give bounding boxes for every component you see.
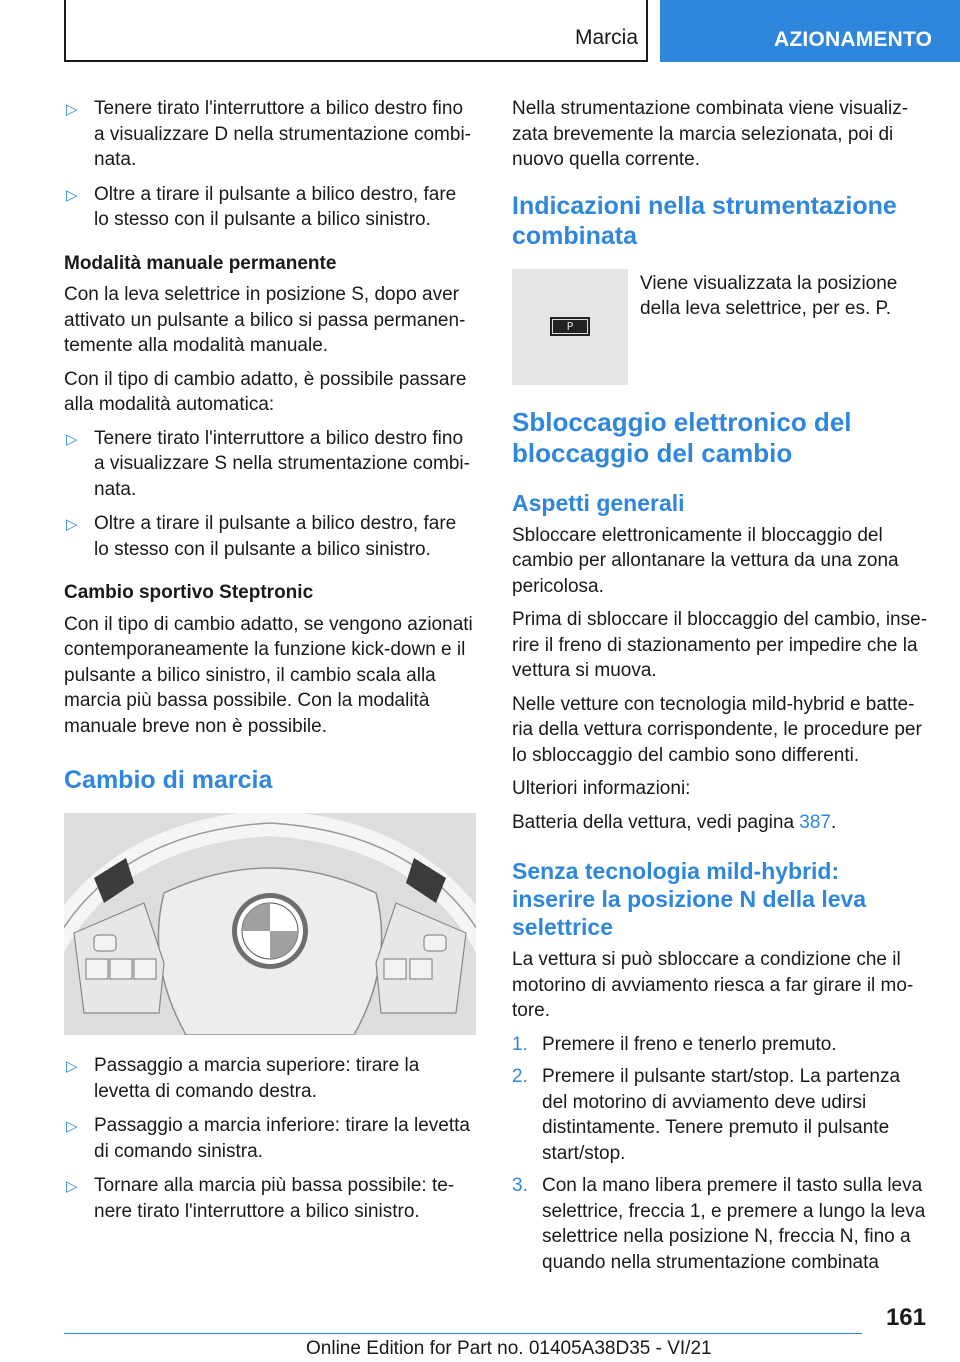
right-column (512, 96, 928, 1282)
triangle-bullet-icon: ▷ (66, 1057, 78, 1075)
paragraph: Nelle vetture con tecnologia mild-hybrid e batteria della vettura corrispondente, le procedure per lo sbloccaggio del cambio sono differenti. (512, 693, 922, 766)
general-aspects-heading: Aspetti generali (512, 489, 685, 516)
list-item: ▷ Passaggio a marcia superiore: tirare la levetta di comando destra. (66, 1055, 420, 1102)
step-number: 1. (512, 1033, 528, 1055)
list-item: ▷ Passaggio a marcia inferiore: tirare la levetta di comando sinistra. (66, 1115, 470, 1162)
sport-steptronic-heading: Cambio sportivo Steptronic (64, 582, 314, 603)
gear-shift-heading: Cambio di marcia (64, 766, 273, 794)
manual-mode-heading: Modalità manuale permanente (64, 252, 337, 274)
triangle-bullet-icon: ▷ (66, 100, 78, 118)
bullet-list (64, 1053, 476, 1224)
step-number: 3. (512, 1175, 528, 1196)
step-number: 2. (512, 1066, 528, 1087)
list-item: ▷ Oltre a tirare il pulsante a bilico destro, fare lo stesso con il pulsante a bilico sinistro. (66, 513, 457, 560)
electronic-unlock-heading: Sbloccaggio elettronico del bloccaggio del cambio (512, 406, 852, 468)
triangle-bullet-icon: ▷ (66, 1117, 78, 1135)
paragraph: Con il tipo di cambio adatto, è possibile passare alla modalità automatica: (64, 368, 467, 415)
section-title: Marcia (574, 26, 638, 49)
no-mild-hybrid-heading: Senza tecnologia mild-hybrid: inserire la posizione N della leva selettrice (512, 858, 867, 940)
park-indicator-icon: P (550, 317, 590, 336)
chapter-tab[interactable]: AZIONAMENTO (660, 0, 960, 62)
steering-wheel-illustration (64, 813, 476, 1035)
paragraph: Con il tipo di cambio adatto, se vengono azionati contemporaneamente la funzione kick-down e il pulsante a bilico sinistro, il cambio scala alla marcia più bassa possibile. Con la modalità manuale breve non è possibile. (64, 613, 473, 737)
paragraph: La vettura si può sbloccare a condizione che il motorino di avviamento riesca a far girare il motore. (512, 949, 914, 1021)
triangle-bullet-icon: ▷ (66, 429, 78, 448)
numbered-steps (512, 1032, 928, 1276)
triangle-bullet-icon: ▷ (66, 1177, 78, 1195)
step-item: 3. Con la mano libera premere il tasto sulla leva selettrice, freccia 1, e premere a lungo la leva selettrice nella posizione N, freccia N, fino a quando nella strumentazione combinata (512, 1175, 926, 1273)
paragraph: Prima di sbloccare il bloccaggio del cambio, inserire il freno di stazionamento per impedire che la vettura si muova. (512, 609, 928, 681)
paragraph: Ulteriori informazioni: (512, 778, 691, 799)
gear-indicator-image (512, 269, 628, 385)
triangle-bullet-icon: ▷ (66, 515, 78, 533)
footer-divider (64, 1333, 862, 1334)
paragraph: Con la leva selettrice in posizione S, dopo aver attivato un pulsante a bilico si passa permanentemente alla modalità manuale. (64, 284, 466, 356)
bullet-list (64, 426, 476, 563)
gear-display-figure (512, 269, 928, 385)
list-item: ▷ Tenere tirato l'interruttore a bilico destro fino a visualizzare D nella strumentazione combinata. (66, 98, 471, 170)
list-item: ▷ Oltre a tirare il pulsante a bilico destro, fare lo stesso con il pulsante a bilico sinistro. (66, 183, 457, 230)
figure-caption: Viene visualizzata la posizione della leva selettrice, per es. P. (640, 272, 898, 319)
triangle-bullet-icon: ▷ (66, 185, 78, 204)
step-item: 2. Premere il pulsante start/stop. La partenza del motorino di avviamento deve udirsi distintamente. Tenere premuto il pulsante start/stop. (512, 1066, 901, 1164)
battery-reference: Batteria della vettura, vedi pagina 387. (512, 811, 837, 833)
page-number: 161 (885, 1304, 926, 1331)
paragraph: Nella strumentazione combinata viene visualizzata brevemente la marcia selezionata, poi di nuovo quella corrente. (512, 98, 909, 170)
instrument-display-heading: Indicazioni nella strumentazione combinata (512, 191, 897, 250)
paragraph: Sbloccare elettronicamente il bloccaggio del cambio per allontanare la vettura da una zona pericolosa. (512, 524, 899, 597)
left-column (64, 96, 476, 1235)
list-item: ▷ Tornare alla marcia più bassa possibile: tenere tirato l'interruttore a bilico sinistro. (66, 1175, 455, 1222)
page-link-387[interactable]: 387 (799, 811, 831, 833)
bullet-list (64, 96, 476, 233)
header-frame (64, 0, 648, 62)
list-item: ▷ Tenere tirato l'interruttore a bilico destro fino a visualizzare S nella strumentazione combinata. (66, 427, 470, 500)
edition-footer: Online Edition for Part no. 01405A38D35 - VI/21 (306, 1338, 712, 1359)
step-item: 1. Premere il freno e tenerlo premuto. (512, 1032, 928, 1058)
